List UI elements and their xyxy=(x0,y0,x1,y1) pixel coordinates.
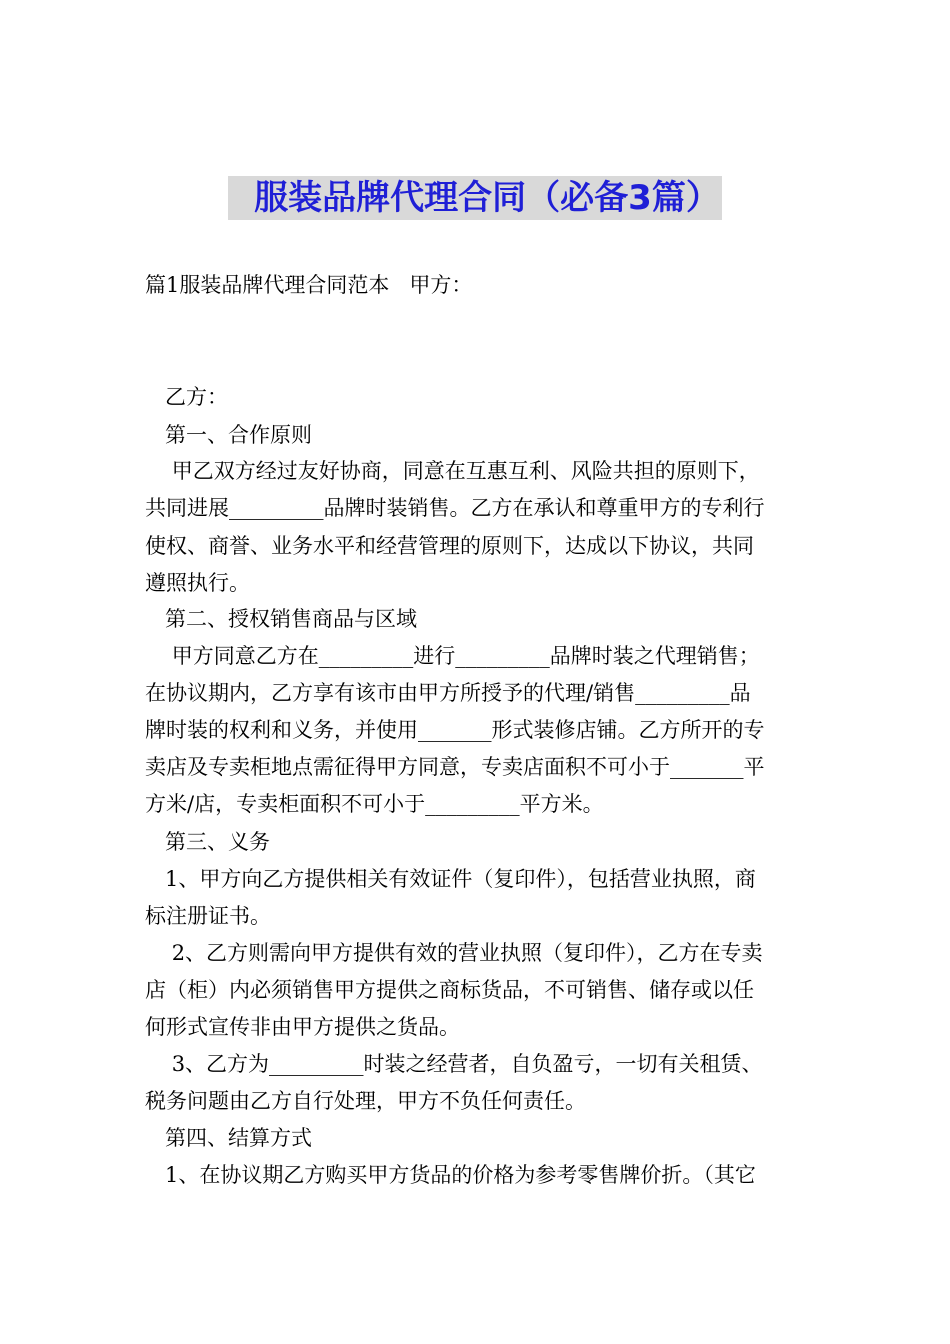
text-line: 共同进展_________品牌时装销售。乙方在承认和尊重甲方的专利行 xyxy=(145,496,765,520)
text-line: 乙方： xyxy=(145,385,229,409)
text-line: 卖店及专卖柜地点需征得甲方同意，专卖店面积不可小于_______平 xyxy=(145,755,765,779)
text-line: 第四、结算方式 xyxy=(145,1126,313,1150)
text-line: 甲乙双方经过友好协商，同意在互惠互利、风险共担的原则下， xyxy=(145,459,760,483)
text-line: 1、甲方向乙方提供相关有效证件（复印件），包括营业执照，商 xyxy=(145,867,756,891)
text-line: 篇1服装品牌代理合同范本 甲方： xyxy=(145,273,473,297)
text-line: 第三、义务 xyxy=(145,830,271,854)
document-title-wrap xyxy=(0,176,950,220)
text-line: 甲方同意乙方在_________进行_________品牌时装之代理销售； xyxy=(145,644,760,668)
text-line: 在协议期内，乙方享有该市由甲方所授予的代理/销售_________品 xyxy=(145,681,751,705)
text-line: 店（柜）内必须销售甲方提供之商标货品，不可销售、储存或以任 xyxy=(145,978,754,1002)
document-title: 服装品牌代理合同（必备3篇） xyxy=(228,176,722,220)
text-line: 标注册证书。 xyxy=(145,904,271,928)
text-line: 1、在协议期乙方购买甲方货品的价格为参考零售牌价折。（其它 xyxy=(145,1163,756,1187)
text-line: 使权、商誉、业务水平和经营管理的原则下，达成以下协议，共同 xyxy=(145,534,754,558)
text-line: 2、乙方则需向甲方提供有效的营业执照（复印件），乙方在专卖 xyxy=(145,941,763,965)
text-line: 何形式宣传非由甲方提供之货品。 xyxy=(145,1015,460,1039)
text-line: 牌时装的权利和义务，并使用_______形式装修店铺。乙方所开的专 xyxy=(145,718,765,742)
text-line: 3、乙方为_________时装之经营者，自负盈亏，一切有关租赁、 xyxy=(145,1052,763,1076)
text-line: 税务问题由乙方自行处理，甲方不负任何责任。 xyxy=(145,1089,586,1113)
text-line: 第二、授权销售商品与区域 xyxy=(145,607,418,631)
text-line: 第一、合作原则 xyxy=(145,423,313,447)
text-line: 遵照执行。 xyxy=(145,571,250,595)
text-line: 方米/店，专卖柜面积不可小于_________平方米。 xyxy=(145,792,604,816)
